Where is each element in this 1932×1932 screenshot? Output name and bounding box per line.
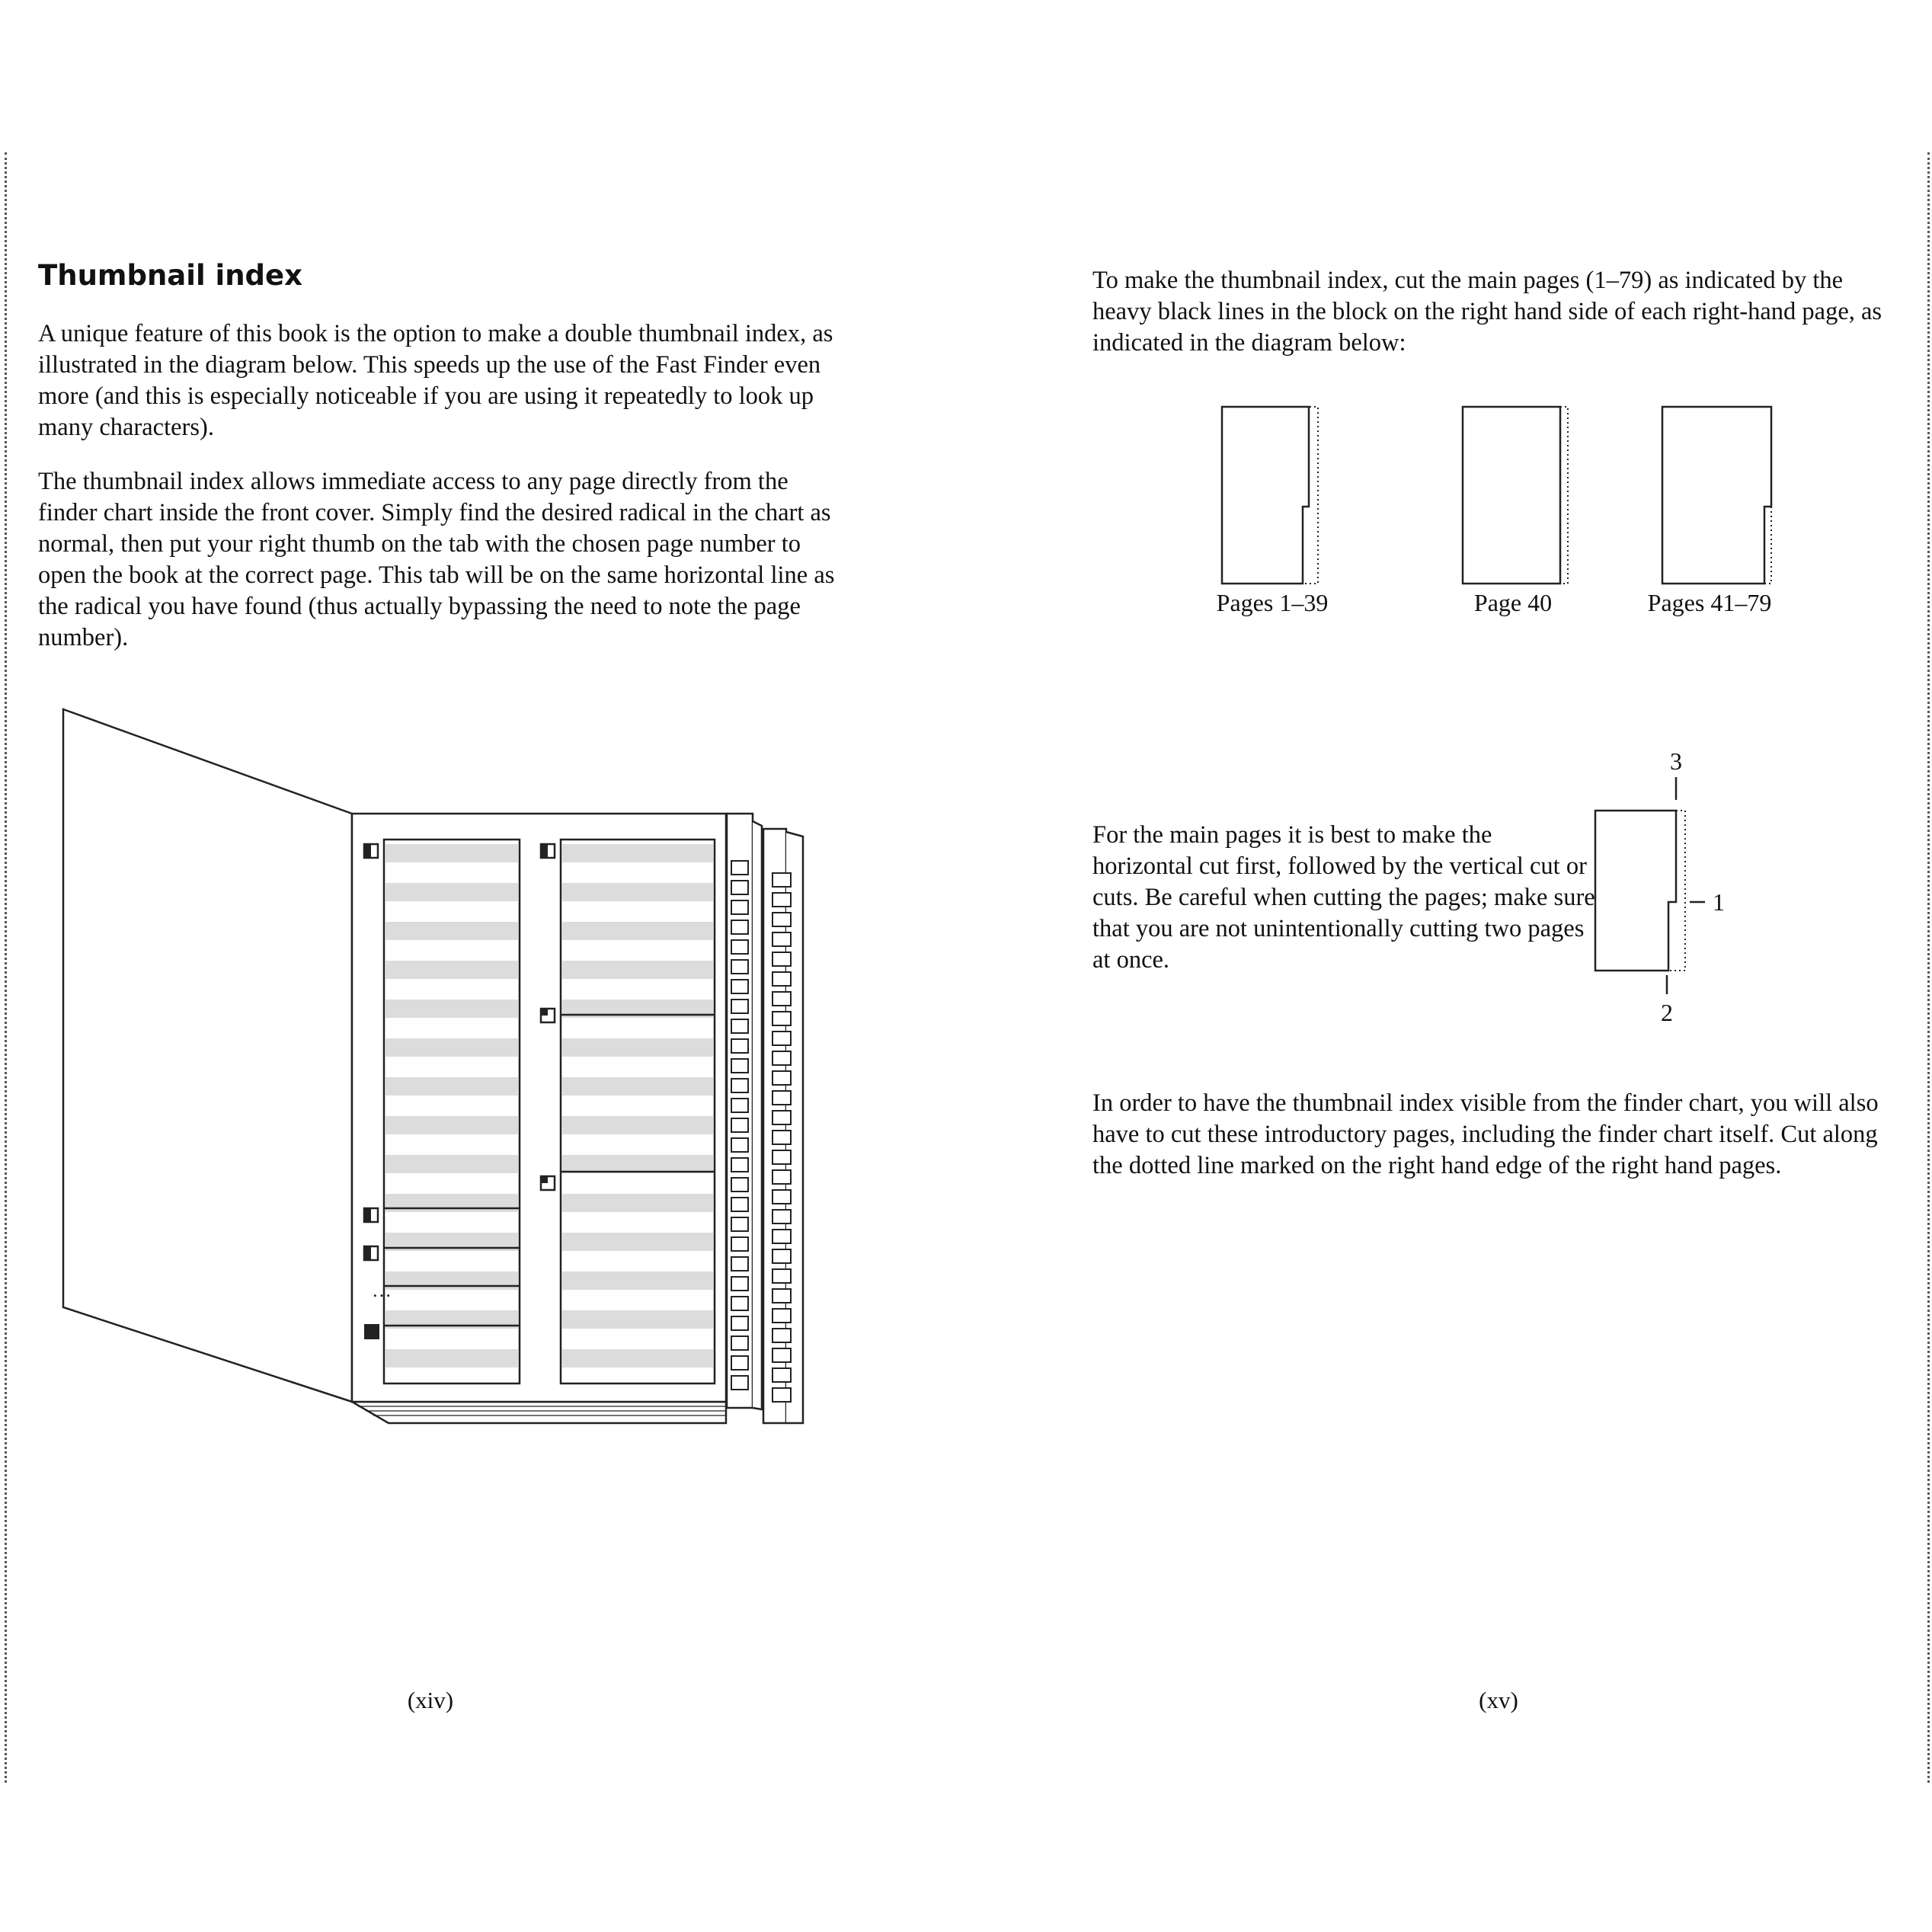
thumb-tab (772, 1111, 791, 1124)
chart-row-stripe (385, 1271, 518, 1290)
thumb-tab (772, 932, 791, 946)
thumb-tab (772, 1071, 791, 1085)
chart-row-stripe (385, 1116, 518, 1134)
thumb-tab (731, 1138, 748, 1152)
thumb-tab (731, 1079, 748, 1092)
thumb-tab (731, 1277, 748, 1291)
thumb-tab (731, 1099, 748, 1112)
thumb-tab (731, 1019, 748, 1033)
cut-line-dotted-left (5, 152, 7, 1783)
thumb-tab (731, 980, 748, 993)
instructions-paragraph: To make the thumbnail index, cut the main pages (1–79) as indicated by the heavy black lines in the block on the right hand side of each right-hand page, as indicated in the diagram below: (1092, 267, 1882, 357)
chart-row-stripe (562, 1155, 713, 1173)
thumb-tab (731, 1356, 748, 1370)
thumb-tab (731, 1000, 748, 1013)
thumb-tab (772, 952, 791, 966)
thumb-tab (772, 972, 791, 986)
thumb-tab (731, 1198, 748, 1211)
thumb-tab (731, 1217, 748, 1231)
thumb-tab (731, 861, 748, 875)
thumb-tab (731, 1178, 748, 1192)
thumb-tab (731, 900, 748, 914)
thumb-tab (772, 1329, 791, 1342)
chart-row-stripe (385, 1077, 518, 1096)
cut-line-dotted-right (1927, 152, 1930, 1783)
thumb-tab (772, 1091, 791, 1105)
radical-marker-fill (364, 1208, 371, 1222)
cut-label-pages-1-39: Pages 1–39 (1216, 589, 1329, 616)
thumb-tab (731, 940, 748, 954)
thumb-tab (772, 913, 791, 926)
book-thumbnail-illustration (53, 701, 815, 1432)
chart-row-stripe (385, 1194, 518, 1212)
section-heading: Thumbnail index (38, 259, 302, 292)
right-page (966, 0, 1932, 1932)
thumb-tab (772, 1249, 791, 1263)
cut-label-pages-41-79: Pages 41–79 (1647, 589, 1772, 616)
thumb-tab (731, 881, 748, 894)
thumb-tab (772, 893, 791, 907)
chart-row-stripe (385, 961, 518, 979)
thumb-tab (772, 1289, 791, 1303)
chart-row-stripe (385, 1349, 518, 1367)
thumb-tab (772, 1012, 791, 1025)
chart-row-stripe (562, 1038, 713, 1057)
thumb-tab (772, 1131, 791, 1144)
thumb-tab (772, 1210, 791, 1223)
thumb-tab (772, 1269, 791, 1283)
chart-row-stripe (562, 1233, 713, 1251)
chart-row-stripe (562, 922, 713, 940)
thumb-tab (731, 1059, 748, 1073)
page-number-right: (xv) (1479, 1687, 1518, 1713)
cut-diagram-page-40 (1463, 407, 1568, 584)
intro-paragraph: A unique feature of this book is the option to make a double thumbnail index, as illustrated in the diagram below. This speeds up the use of the Fast Finder even more (and this is especially noticeable if you are using it repeatedly to look up many characters). (38, 320, 833, 441)
chart-row-stripe (385, 922, 518, 940)
chart-row-stripe (562, 1310, 713, 1329)
cut-diagram-pages-1-39 (1222, 407, 1318, 584)
introductory-pages-paragraph: In order to have the thumbnail index visible from the finder chart, you will also have to cut these introductory pages, including the finder chart itself. Cut along the dotted line marked on the right hand edge of the right hand pages. (1092, 1089, 1879, 1179)
thumb-tab (772, 1190, 791, 1204)
cut-step-3-label: 3 (1670, 747, 1682, 775)
cut-label-page-40: Page 40 (1473, 589, 1553, 616)
thumb-tab (772, 1150, 791, 1164)
chart-row-stripe (562, 1271, 713, 1290)
thumb-tab (731, 1118, 748, 1132)
thumb-tab (731, 1237, 748, 1251)
thumb-tab (731, 1336, 748, 1350)
thumb-tab (731, 1297, 748, 1310)
chart-row-stripe (385, 844, 518, 862)
cut-order-diagram (1583, 747, 1796, 1028)
ellipsis-marker: … (372, 1279, 392, 1301)
thumb-tab (731, 1039, 748, 1053)
chart-row-stripe (562, 1116, 713, 1134)
thumbnail-tab-strips (727, 814, 803, 1423)
chart-row-stripe (385, 1038, 518, 1057)
tab-strip-fold (753, 821, 762, 1409)
cut-step-2-label: 2 (1661, 999, 1673, 1026)
radical-marker-fill (541, 844, 548, 858)
thumb-tab (731, 960, 748, 974)
chart-row-stripe (385, 883, 518, 901)
cutting-order-paragraph: For the main pages it is best to make the horizontal cut first, followed by the vertical cut or cuts. Be careful when cutting the pages; make sure that you are not unintentionally cutting two pages at once. (1092, 821, 1595, 974)
thumb-tab (731, 1376, 748, 1390)
cut-step-1-label: 1 (1713, 888, 1725, 916)
cut-pattern-diagrams (1195, 396, 1850, 632)
chart-row-stripe (562, 844, 713, 862)
thumb-tab (772, 1032, 791, 1045)
radical-marker-fill (541, 1009, 548, 1016)
chart-row-stripe (385, 1155, 518, 1173)
chart-row-stripe (562, 1349, 713, 1367)
thumb-tab (772, 992, 791, 1006)
radical-marker-fill (541, 1176, 548, 1183)
thumb-tab (772, 873, 791, 887)
page-number-left: (xiv) (407, 1687, 454, 1713)
chart-row-stripe (562, 883, 713, 901)
thumb-tab (772, 1170, 791, 1184)
thumb-tab (772, 1348, 791, 1362)
chart-row-stripe (562, 1194, 713, 1212)
chart-row-stripe (385, 1000, 518, 1018)
thumb-tab (731, 1316, 748, 1330)
thumb-tab (731, 920, 748, 934)
radical-marker-fill (364, 844, 371, 858)
cut-diagram-pages-41-79 (1662, 407, 1771, 584)
chart-row-stripe (562, 1077, 713, 1096)
radical-marker-fill (364, 1246, 371, 1260)
page-block-edge (352, 1402, 726, 1423)
thumb-tab (772, 1368, 791, 1382)
thumb-tab (772, 1388, 791, 1402)
thumb-tab (772, 1051, 791, 1065)
thumb-tab (731, 1257, 748, 1271)
front-cover (63, 709, 352, 1402)
thumb-tab (731, 1158, 748, 1172)
thumb-tab (772, 1309, 791, 1323)
chart-row-stripe (562, 961, 713, 979)
usage-paragraph: The thumbnail index allows immediate access to any page directly from the finder chart inside the front cover. Simply find the desired radical in the chart as normal, then put your right thumb on the tab with the chosen page number to open the book at the correct page. This tab will be on the same horizontal line as the radical you have found (thus actually bypassing the need to note the page number). (38, 468, 835, 651)
radical-marker (364, 1324, 379, 1339)
thumb-tab (772, 1230, 791, 1243)
